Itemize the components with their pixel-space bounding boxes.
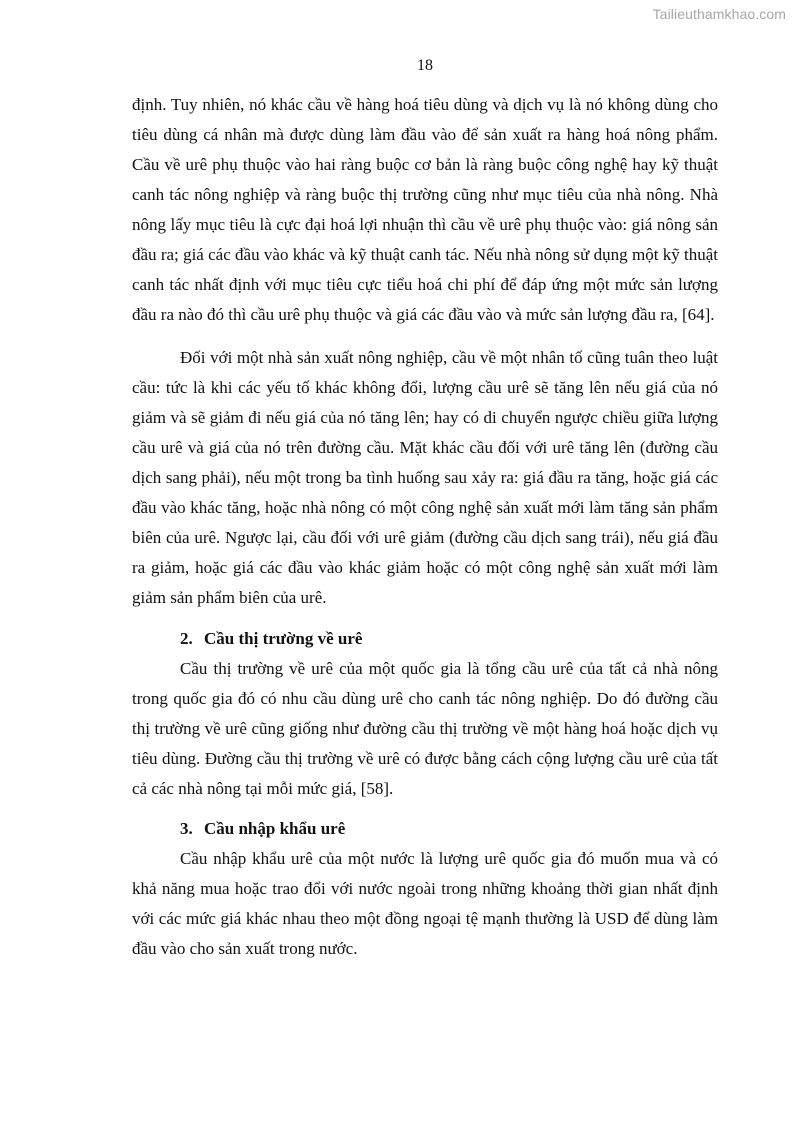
section-number: 3. bbox=[180, 819, 193, 838]
section-heading-import-demand bbox=[132, 814, 718, 844]
paragraph-demand-for-urea-definition: định. Tuy nhiên, nó khác cầu về hàng hoá tiêu dùng và dịch vụ là nó không dùng cho tiêu dùng cá nhân mà được dùng làm đầu vào để sản xuất ra hàng hoá nông phẩm. Cầu về urê phụ thuộc vào hai ràng buộc cơ bản là ràng buộc công nghệ hay kỹ thuật canh tác nông nghiệp và ràng buộc thị trường cũng như mục tiêu của nhà nông. Nhà nông lấy mục tiêu là cực đại hoá lợi nhuận thì cầu về urê phụ thuộc vào: giá nông sản đầu ra; giá các đầu vào khác và kỹ thuật canh tác. Nếu nhà nông sử dụng một kỹ thuật canh tác nhất định với mục tiêu cực tiểu hoá chi phí để đáp ứng một mức sản lượng đầu ra nào đó thì cầu urê phụ thuộc và giá các đầu vào và mức sản lượng đầu ra, [64]. bbox=[132, 95, 718, 324]
paragraph-market-demand: Cầu thị trường về urê của một quốc gia là tổng cầu urê của tất cả nhà nông trong quốc gia đó có nhu cầu dùng urê cho canh tác nông nghiệp. Do đó đường cầu thị trường về urê cũng giống như đường cầu thị trường về một hàng hoá hoặc dịch vụ tiêu dùng. Đường cầu thị trường về urê có được bằng cách cộng lượng cầu urê của tất cả các nhà nông tại mỗi mức giá, [58]. bbox=[132, 659, 718, 798]
section-number: 2. bbox=[180, 629, 193, 648]
paragraph-law-of-demand: Đối với một nhà sản xuất nông nghiệp, cầu về một nhân tố cũng tuân theo luật cầu: tức là khi các yếu tố khác không đổi, lượng cầu urê sẽ tăng lên nếu giá của nó giảm và sẽ giảm đi nếu giá của nó tăng lên; hay có di chuyển ngược chiều giữa lượng cầu urê và giá của nó trên đường cầu. Mặt khác cầu đối với urê tăng lên (đường cầu dịch sang phải), nếu một trong ba tình huống sau xảy ra: giá đầu ra tăng, hoặc giá các đầu vào khác tăng, hoặc nhà nông có một công nghệ sản xuất mới làm tăng sản phẩm biên của urê. Ngược lại, cầu đối với urê giảm (đường cầu dịch sang trái), nếu giá đầu ra giảm, hoặc giá các đầu vào khác giảm hoặc có một công nghệ sản xuất mới làm giảm sản phẩm biên của urê. bbox=[132, 348, 718, 607]
paragraph-import-demand: Cầu nhập khẩu urê của một nước là lượng urê quốc gia đó muốn mua và có khả năng mua hoặc trao đổi với nước ngoài trong những khoảng thời gian nhất định với các mức giá khác nhau theo một đồng ngoại tệ mạnh thường là USD để dùng làm đầu vào cho sản xuất trong nước. bbox=[132, 849, 718, 958]
document-body bbox=[132, 90, 718, 964]
section-title: Cầu nhập khẩu urê bbox=[204, 819, 346, 838]
section-title: Cầu thị trường về urê bbox=[204, 629, 363, 648]
section-heading-market-demand bbox=[132, 624, 718, 654]
page-number: 18 bbox=[417, 57, 433, 74]
watermark: Tailieuthamkhao.com bbox=[652, 6, 786, 22]
